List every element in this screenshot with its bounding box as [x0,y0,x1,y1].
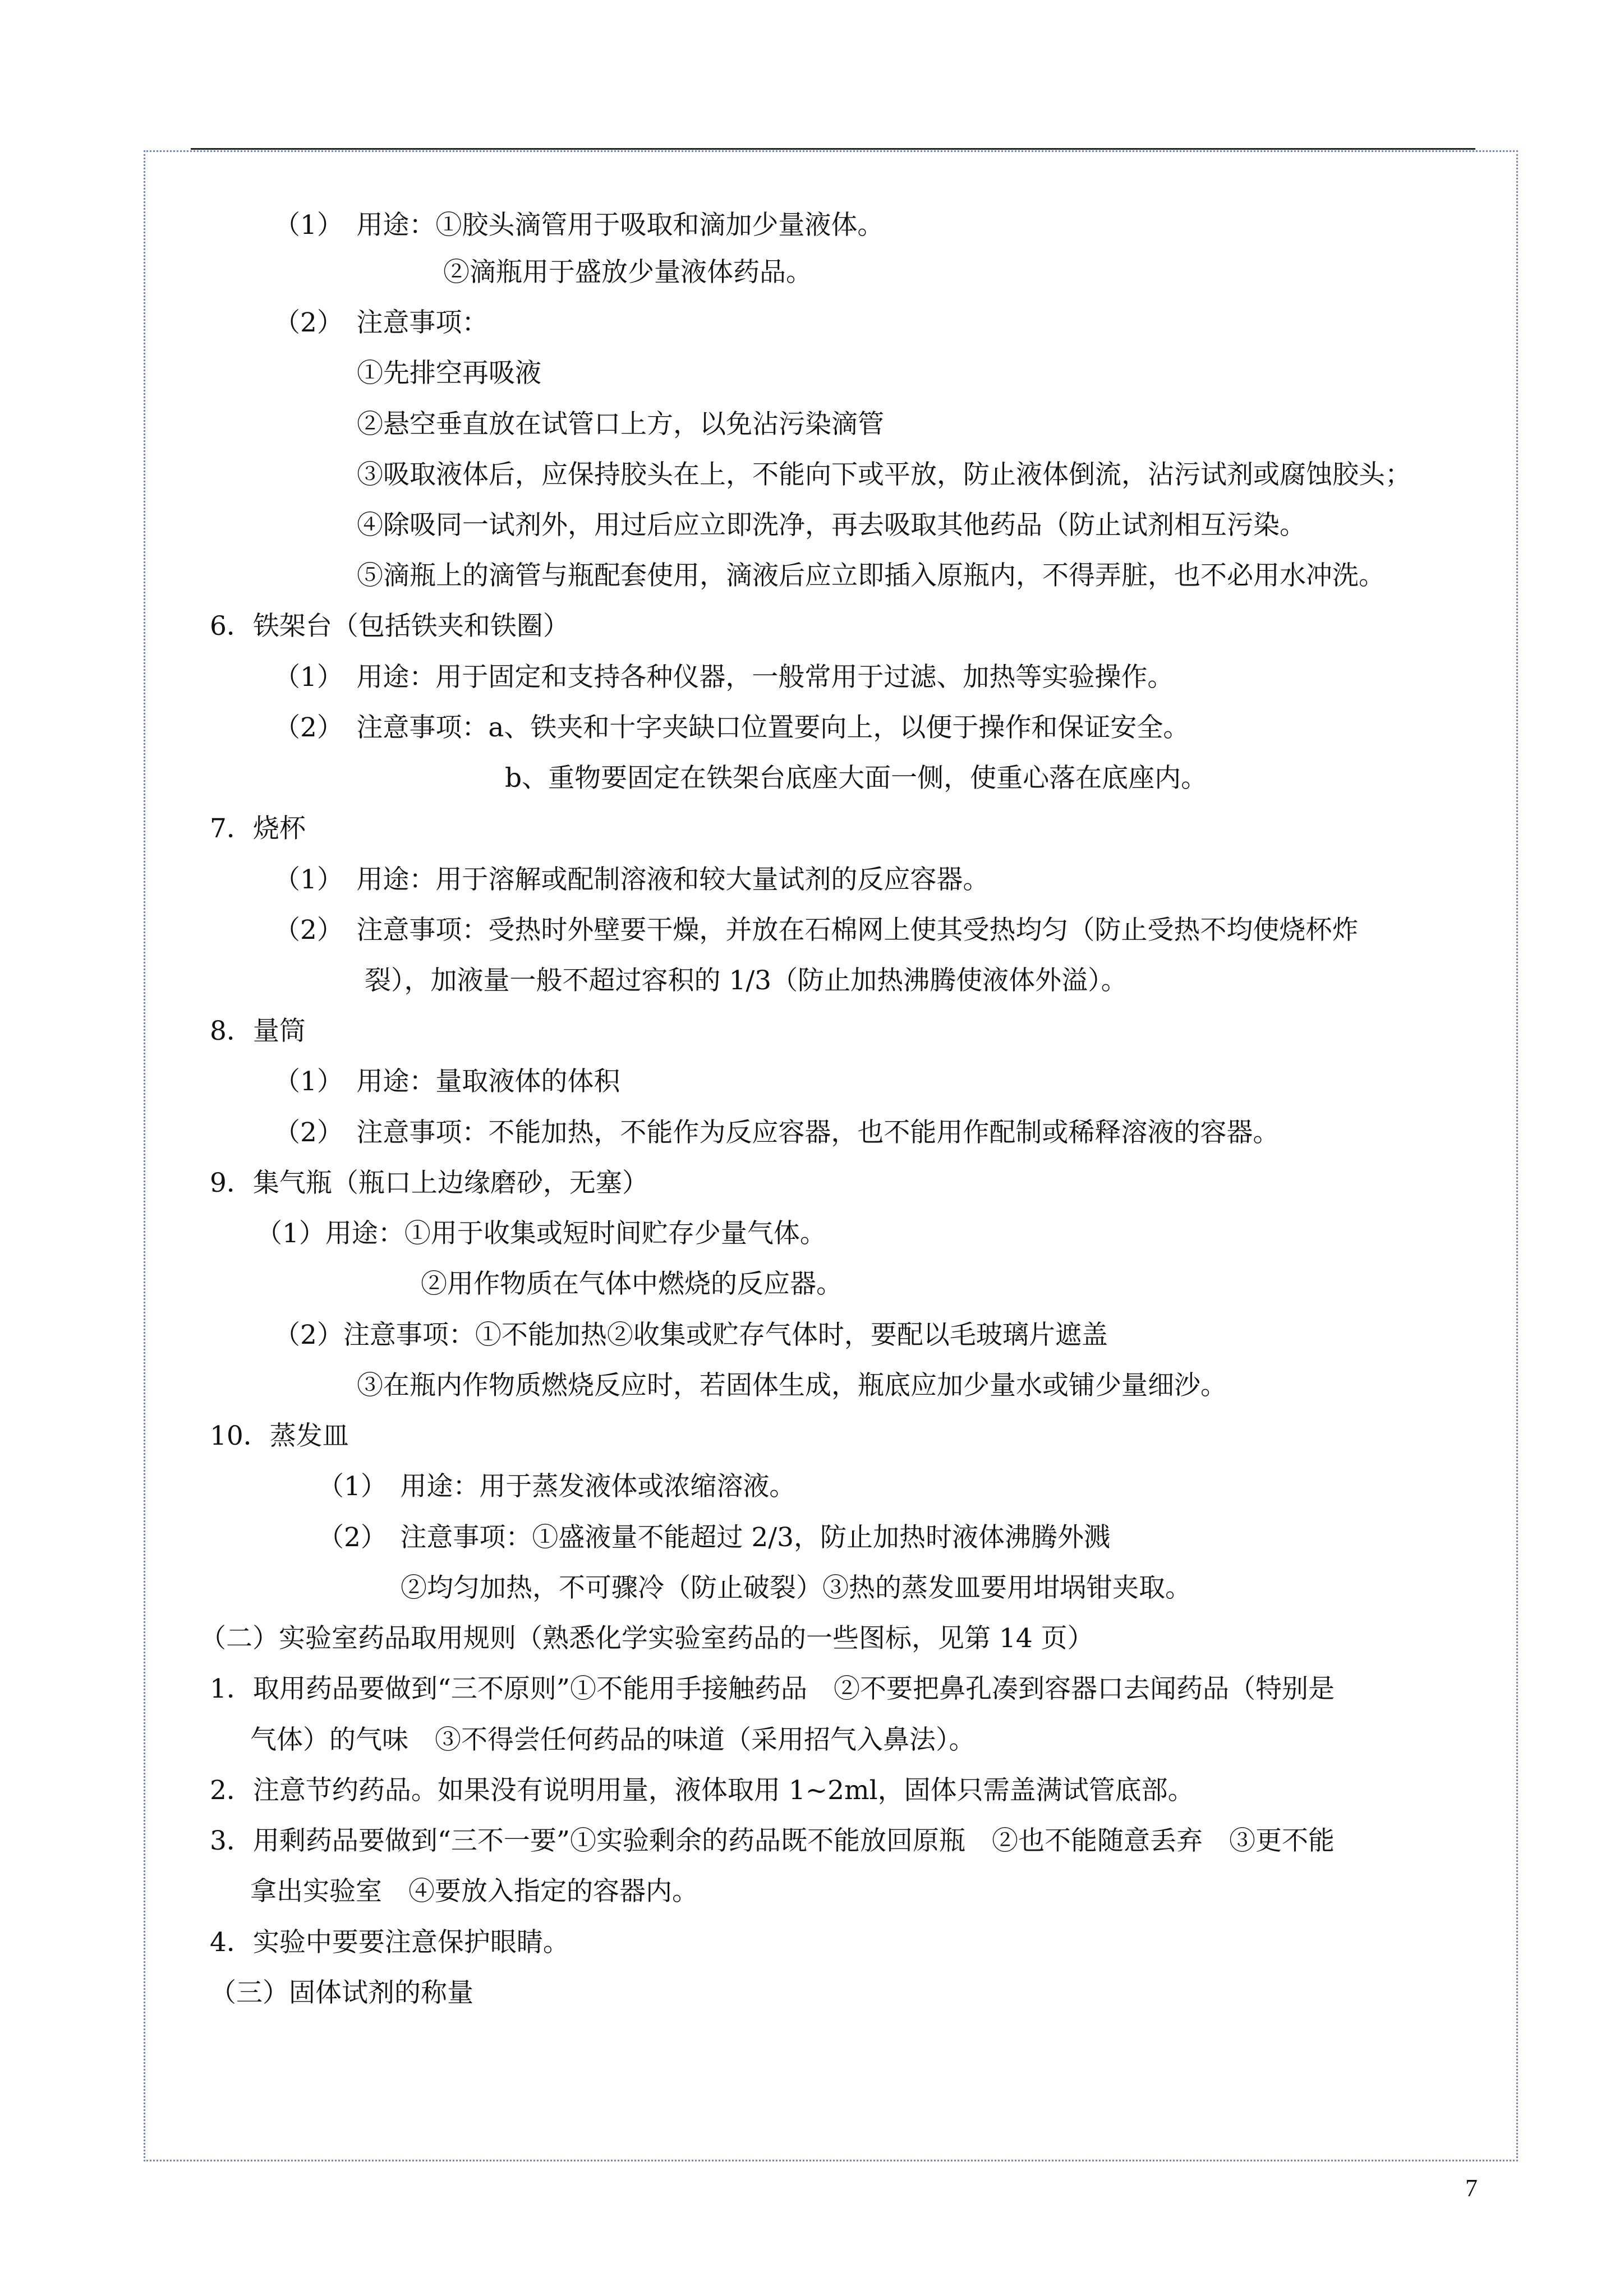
text-line: 气体）的气味 ③不得尝任何药品的味道（采用招气入鼻法）。 [250,1725,976,1755]
text-line: （1） 用途：量取液体的体积 [274,1066,620,1097]
text-line: ②均匀加热，不可骤冷（防止破裂）③热的蒸发皿要用坩埚钳夹取。 [401,1573,1191,1603]
section-heading: 10．蒸发皿 [210,1421,349,1451]
section-heading: 9．集气瓶（瓶口上边缘磨砂，无塞） [210,1168,648,1198]
text-line: （1） 用途：用于溶解或配制溶液和较大量试剂的反应容器。 [274,864,990,895]
text-line: （1） 用途：①胶头滴管用于吸取和滴加少量液体。 [274,210,884,241]
text-line: （1）用途：①用于收集或短时间贮存少量气体。 [256,1218,826,1249]
section-heading: 7．烧杯 [210,813,306,844]
section-heading: （三）固体试剂的称量 [210,1977,473,2008]
text-line: （2） 注意事项：①盛液量不能超过 2/3，防止加热时液体沸腾外溅 [318,1522,1110,1553]
text-line: （2） 注意事项：a、铁夹和十字夹缺口位置要向上，以便于操作和保证安全。 [274,712,1190,743]
text-line: 2．注意节约药品。如果没有说明用量，液体取用 1~2ml，固体只需盖满试管底部。 [210,1775,1194,1806]
text-line: ④除吸同一试剂外，用过后应立即洗净，再去吸取其他药品（防止试剂相互污染。 [357,510,1306,541]
text-line: ⑤滴瓶上的滴管与瓶配套使用，滴液后应立即插入原瓶内，不得弄脏，也不必用水冲洗。 [357,560,1385,591]
text-line: （2）注意事项：①不能加热②收集或贮存气体时，要配以毛玻璃片遮盖 [274,1320,1108,1350]
text-line: ③在瓶内作物质燃烧反应时，若固体生成，瓶底应加少量水或铺少量细沙。 [357,1370,1227,1401]
text-line: 4．实验中要要注意保护眼睛。 [210,1927,569,1958]
text-line: ②用作物质在气体中燃烧的反应器。 [421,1269,843,1299]
text-line: （2） 注意事项：受热时外壁要干燥，并放在石棉网上使其受热均匀（防止受热不均使烧杯炸 [274,915,1359,946]
text-line: （1） 用途：用于固定和支持各种仪器，一般常用于过滤、加热等实验操作。 [274,662,1174,693]
text-line: （2） 注意事项：不能加热，不能作为反应容器，也不能用作配制或稀释溶液的容器。 [274,1117,1280,1148]
text-line: ①先排空再吸液 [357,358,541,389]
section-heading: 6．铁架台（包括铁夹和铁圈） [210,611,569,642]
section-heading: 8．量筒 [210,1016,306,1046]
header-rule [191,148,1475,150]
text-line: ③吸取液体后，应保持胶头在上，不能向下或平放，防止液体倒流，沾污试剂或腐蚀胶头； [357,459,1411,490]
text-line: （2） 注意事项： [274,307,489,338]
text-line: （1） 用途：用于蒸发液体或浓缩溶液。 [318,1471,796,1502]
text-line: 1．取用药品要做到“三不原则”①不能用手接触药品 ②不要把鼻孔凑到容器口去闻药品（特别是 [210,1673,1335,1704]
text-line: 3．用剩药品要做到“三不一要”①实验剩余的药品既不能放回原瓶 ②也不能随意丢弃 ③更不能 [210,1825,1335,1856]
text-line: ②滴瓶用于盛放少量液体药品。 [443,257,812,288]
text-line: 裂），加液量一般不超过容积的 1/3（防止加热沸腾使液体外溢）。 [365,965,1128,996]
page-number: 7 [1465,2174,1478,2202]
page-border [144,150,1518,2161]
section-heading: （二）实验室药品取用规则（熟悉化学实验室药品的一些图标，见第 14 页） [200,1623,1094,1654]
text-line: b、重物要固定在铁架台底座大面一侧，使重心落在底座内。 [505,763,1208,794]
text-line: ②悬空垂直放在试管口上方，以免沾污染滴管 [357,409,884,440]
text-line: 拿出实验室 ④要放入指定的容器内。 [250,1876,698,1907]
